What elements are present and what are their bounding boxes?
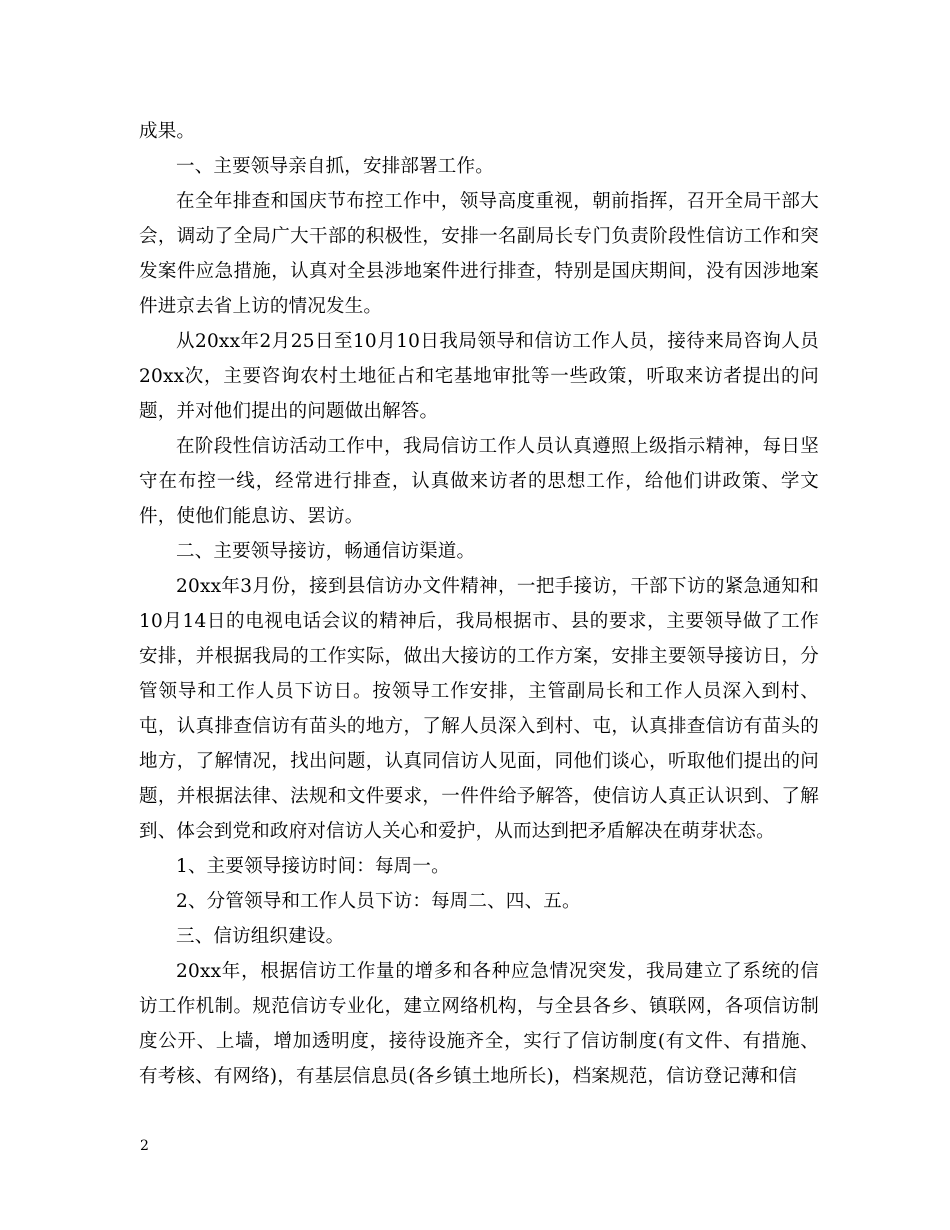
section-heading: 二、主要领导接访，畅通信访渠道。: [176, 541, 476, 562]
document-body: [139, 114, 819, 1094]
list-item: 1、主要领导接访时间：每周一。: [176, 856, 450, 877]
paragraph: 成果。: [139, 121, 196, 142]
paragraph: 20xx年3月份，接到县信访办文件精神，一把手接访，干部下访的紧急通知和10月14日的电视电话会议的精神后，我局根据市、县的要求，主要领导做了工作安排，并根据我局的工作实际，做出大接访的工作方案，安排主要领导接访日，分管领导和工作人员下访日。按领导工作安排，主管副局长和工作人员深入到村、屯，认真排查信访有苗头的地方，了解人员深入到村、屯，认真排查信访有苗头的地方，了解情况，找出问题，认真同信访人见面，同他们谈心，听取他们提出的问题，并根据法律、法规和文件要求，一件件给予解答，使信访人真正认识到、了解到、体会到党和政府对信访人关心和爱护，从而达到把矛盾解决在萌芽状态。: [139, 576, 819, 842]
paragraph: 20xx年，根据信访工作量的增多和各种应急情况突发，我局建立了系统的信访工作机制。规范信访专业化，建立网络机构，与全县各乡、镇联网，各项信访制度公开、上墙，增加透明度，接待设施齐全，实行了信访制度(有文件、有措施、有考核、有网络)，有基层信息员(各乡镇土地所长)，档案规范，信访登记薄和信: [139, 961, 819, 1087]
paragraph: 在阶段性信访活动工作中，我局信访工作人员认真遵照上级指示精神，每日坚守在布控一线，经常进行排查，认真做来访者的思想工作，给他们讲政策、学文件，使他们能息访、罢访。: [139, 436, 819, 527]
list-item: 2、分管领导和工作人员下访：每周二、四、五。: [176, 891, 581, 912]
section-heading: 三、信访组织建设。: [176, 926, 345, 947]
section-heading: 一、主要领导亲自抓，安排部署工作。: [176, 156, 494, 177]
paragraph: 在全年排查和国庆节布控工作中，领导高度重视，朝前指挥，召开全局干部大会，调动了全局广大干部的积极性，安排一名副局长专门负责阶段性信访工作和突发案件应急措施，认真对全县涉地案件进行排查，特别是国庆期间，没有因涉地案件进京去省上访的情况发生。: [139, 191, 819, 317]
page-number: 2: [140, 1138, 149, 1154]
paragraph: 从20xx年2月25日至10月10日我局领导和信访工作人员，接待来局咨询人员20xx次，主要咨询农村土地征占和宅基地审批等一些政策，听取来访者提出的问题，并对他们提出的问题做出解答。: [139, 331, 819, 422]
